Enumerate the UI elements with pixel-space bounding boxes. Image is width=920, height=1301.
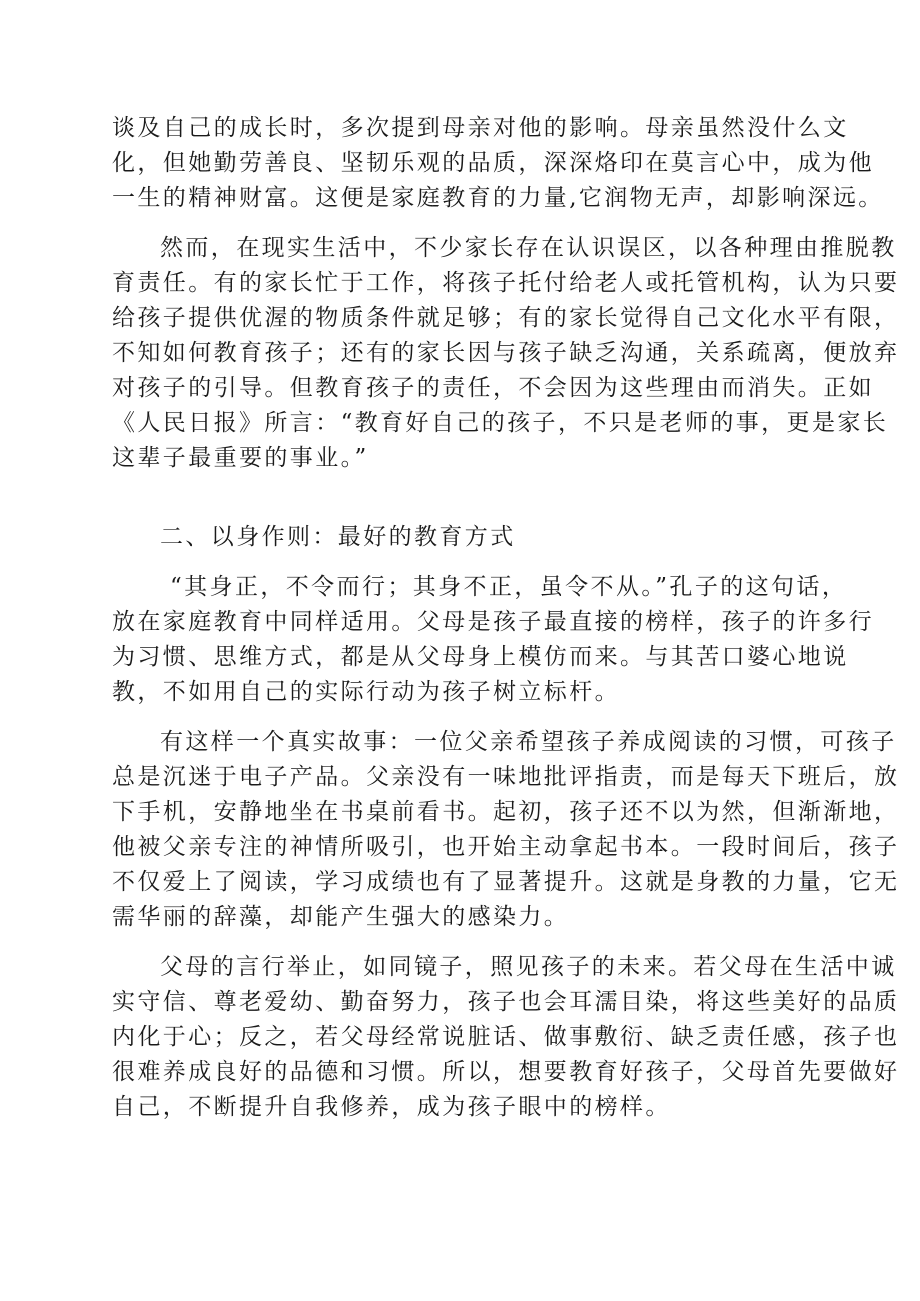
text-line: 放在家庭教育中同样适用。父母是孩子最直接的榜样，孩子的许多行 [112,609,874,635]
text-line: 不知如何教育孩子；还有的家长因与孩子缺乏沟通，关系疏离，便放弃 [112,340,900,366]
text-line: 给孩子提供优渥的物质条件就足够；有的家长觉得自己文化水平有限， [112,305,900,331]
text-line: 内化于心；反之，若父母经常说脏话、做事敷衍、缺乏责任感，孩子也 [112,1024,900,1050]
text-line: 总是沉迷于电子产品。父亲没有一味地批评指责，而是每天下班后，放 [112,764,900,790]
section-heading: 二、以身作则：最好的教育方式 [160,524,516,550]
text-line: 育责任。有的家长忙于工作，将孩子托付给老人或托管机构，认为只要 [112,270,900,296]
text-line: 谈及自己的成长时，多次提到母亲对他的影响。母亲虽然没什么文 [112,115,849,141]
text-line: 需华丽的辞藻，却能产生强大的感染力。 [112,904,570,930]
text-line: 实守信、尊老爱幼、勤奋努力，孩子也会耳濡目染，将这些美好的品质 [112,989,900,1015]
text-line: 然而，在现实生活中，不少家长存在认识误区，以各种理由推脱教 [160,235,897,261]
text-line: 自己，不断提升自我修养，成为孩子眼中的榜样。 [112,1094,671,1120]
text-line: 化，但她勤劳善良、坚韧乐观的品质，深深烙印在莫言心中，成为他 [112,150,874,176]
text-line: 他被父亲专注的神情所吸引，也开始主动拿起书本。一段时间后，孩子 [112,834,900,860]
text-line: 父母的言行举止，如同镜子，照见孩子的未来。若父母在生活中诚 [160,954,897,980]
text-line: 《人民日报》所言：“教育好自己的孩子，不只是老师的事，更是家长 [112,410,889,436]
text-line: 一生的精神财富。这便是家庭教育的力量,它润物无声，却影响深远。 [112,185,884,211]
text-line: 对孩子的引导。但教育孩子的责任，不会因为这些理由而消失。正如 [112,375,874,401]
text-line: 为习惯、思维方式，都是从父母身上模仿而来。与其苦口婆心地说 [112,644,849,670]
text-line: 有这样一个真实故事：一位父亲希望孩子养成阅读的习惯，可孩子 [160,729,897,755]
text-line: “其身正，不令而行；其身不正，虽令不从。”孔子的这句话， [170,574,848,600]
text-line: 不仅爱上了阅读，学习成绩也有了显著提升。这就是身教的力量，它无 [112,869,900,895]
text-line: 很难养成良好的品德和习惯。所以，想要教育好孩子，父母首先要做好 [112,1059,900,1085]
text-line: 教，不如用自己的实际行动为孩子树立标杆。 [112,679,620,705]
text-line: 下手机，安静地坐在书桌前看书。起初，孩子还不以为然，但渐渐地， [112,799,900,825]
text-line: 这辈子最重要的事业。” [112,445,369,471]
